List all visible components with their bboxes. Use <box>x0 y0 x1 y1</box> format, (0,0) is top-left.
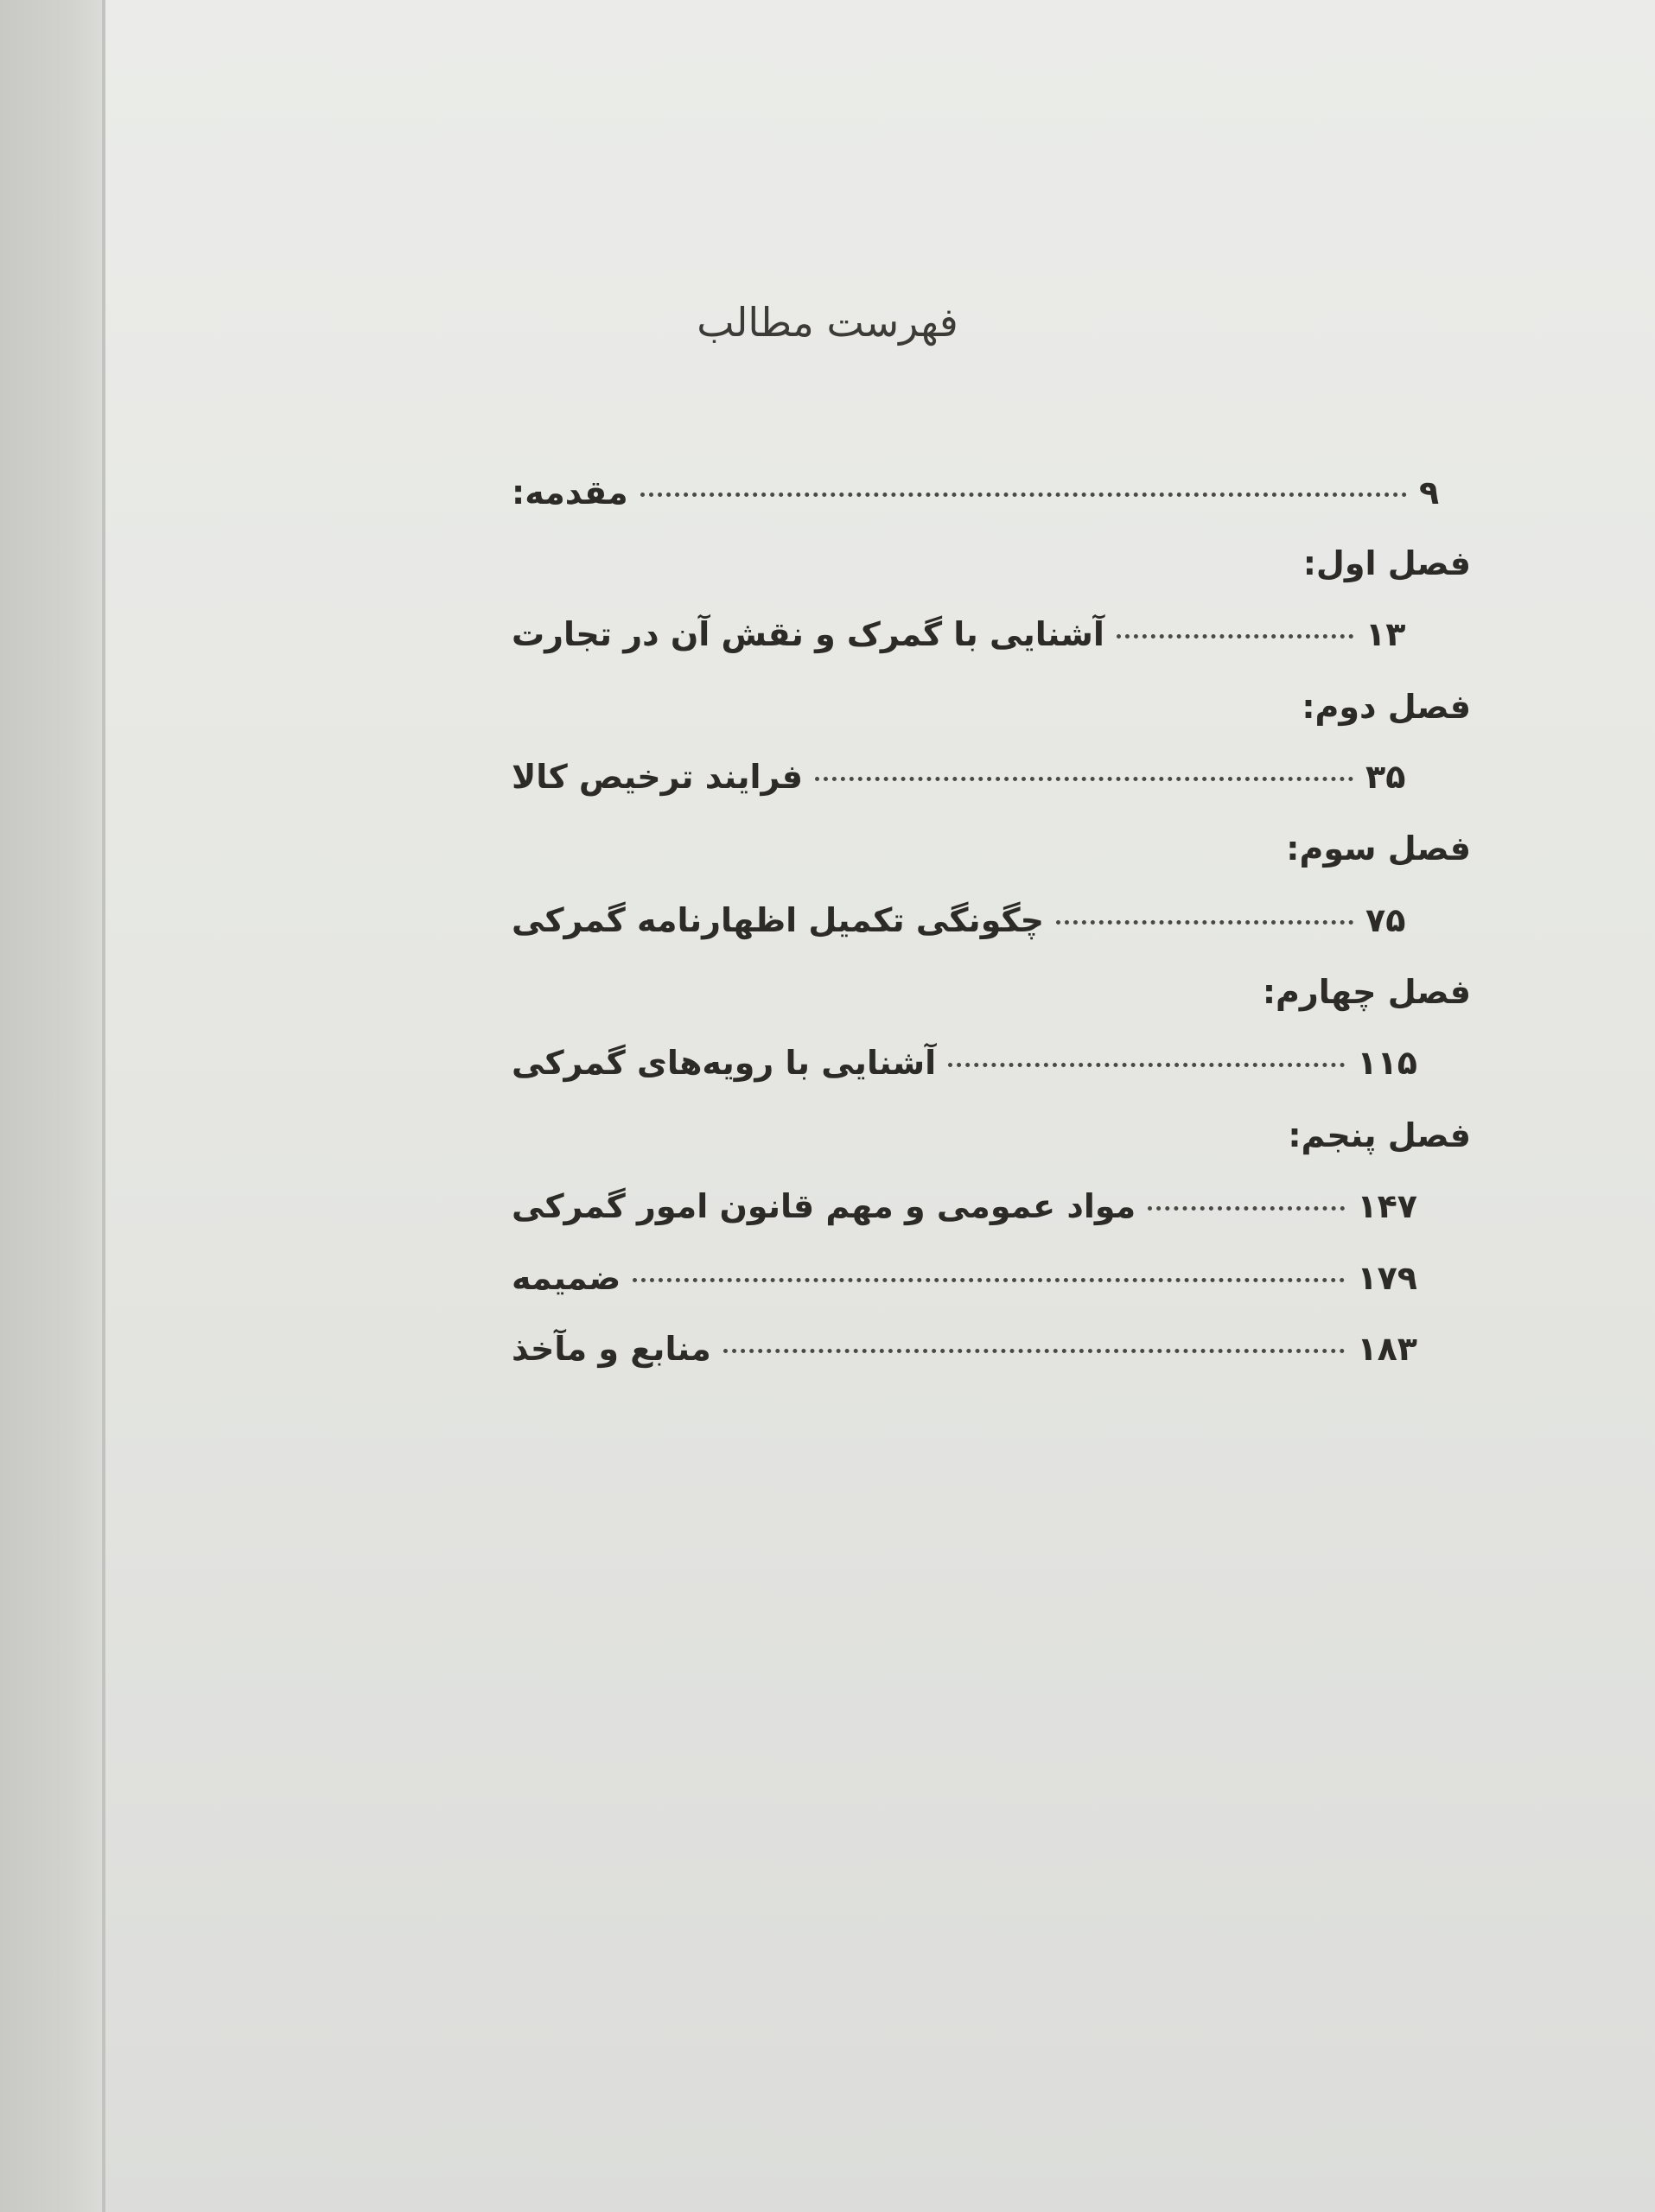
toc-row-intro <box>512 474 1471 532</box>
toc-label: ضمیمه <box>512 1259 621 1297</box>
toc-leader-dots <box>1148 1206 1345 1211</box>
toc-page-number: ۱۱۵ <box>1357 1044 1417 1082</box>
toc-label: آشنایی با گمرک و نقش آن در تجارت <box>512 615 1104 653</box>
toc-row-chapter1 <box>512 615 1471 674</box>
toc-page-number: ۹ <box>1419 474 1440 512</box>
toc-leader-dots <box>633 1278 1345 1282</box>
toc-leader-dots <box>948 1063 1345 1067</box>
toc-row-chapter3 <box>512 901 1471 960</box>
toc-page-number: ۱۸۳ <box>1357 1330 1417 1368</box>
toc-page-number: ۱۷۹ <box>1357 1259 1417 1297</box>
toc-page-number: ۳۵ <box>1365 758 1406 796</box>
chapter-heading: فصل پنجم: <box>1288 1116 1471 1154</box>
toc-page-number: ۱۳ <box>1365 615 1406 653</box>
toc-leader-dots <box>723 1349 1346 1353</box>
toc-row-references <box>512 1330 1471 1389</box>
toc-page-number: ۱۴۷ <box>1357 1187 1417 1225</box>
chapter-heading: فصل سوم: <box>1286 830 1471 868</box>
toc-row-chapter2 <box>512 758 1471 817</box>
toc-leader-dots <box>1056 920 1353 925</box>
page-title: فهرست مطالب <box>697 299 958 346</box>
toc-row-chapter5 <box>512 1187 1471 1246</box>
chapter-heading: فصل اول: <box>1302 544 1471 582</box>
toc-page-number: ۷۵ <box>1365 901 1406 939</box>
toc-leader-dots <box>640 493 1407 497</box>
toc-label: مواد عمومی و مهم قانون امور گمرکی <box>512 1187 1136 1225</box>
chapter-heading: فصل دوم: <box>1302 688 1471 726</box>
toc-label: فرایند ترخیص کالا <box>512 758 804 796</box>
chapter-heading: فصل چهارم: <box>1262 973 1471 1011</box>
toc-row-appendix <box>512 1259 1471 1318</box>
toc-label: چگونگی تکمیل اظهارنامه گمرکی <box>512 901 1044 939</box>
toc-leader-dots <box>1117 634 1353 639</box>
toc-leader-dots <box>815 777 1353 781</box>
toc-label: آشنایی با رویه‌های گمرکی <box>512 1044 937 1082</box>
toc-label: مقدمه: <box>512 474 628 512</box>
toc-row-chapter4 <box>512 1044 1471 1103</box>
toc-label: منابع و مآخذ <box>512 1330 711 1368</box>
